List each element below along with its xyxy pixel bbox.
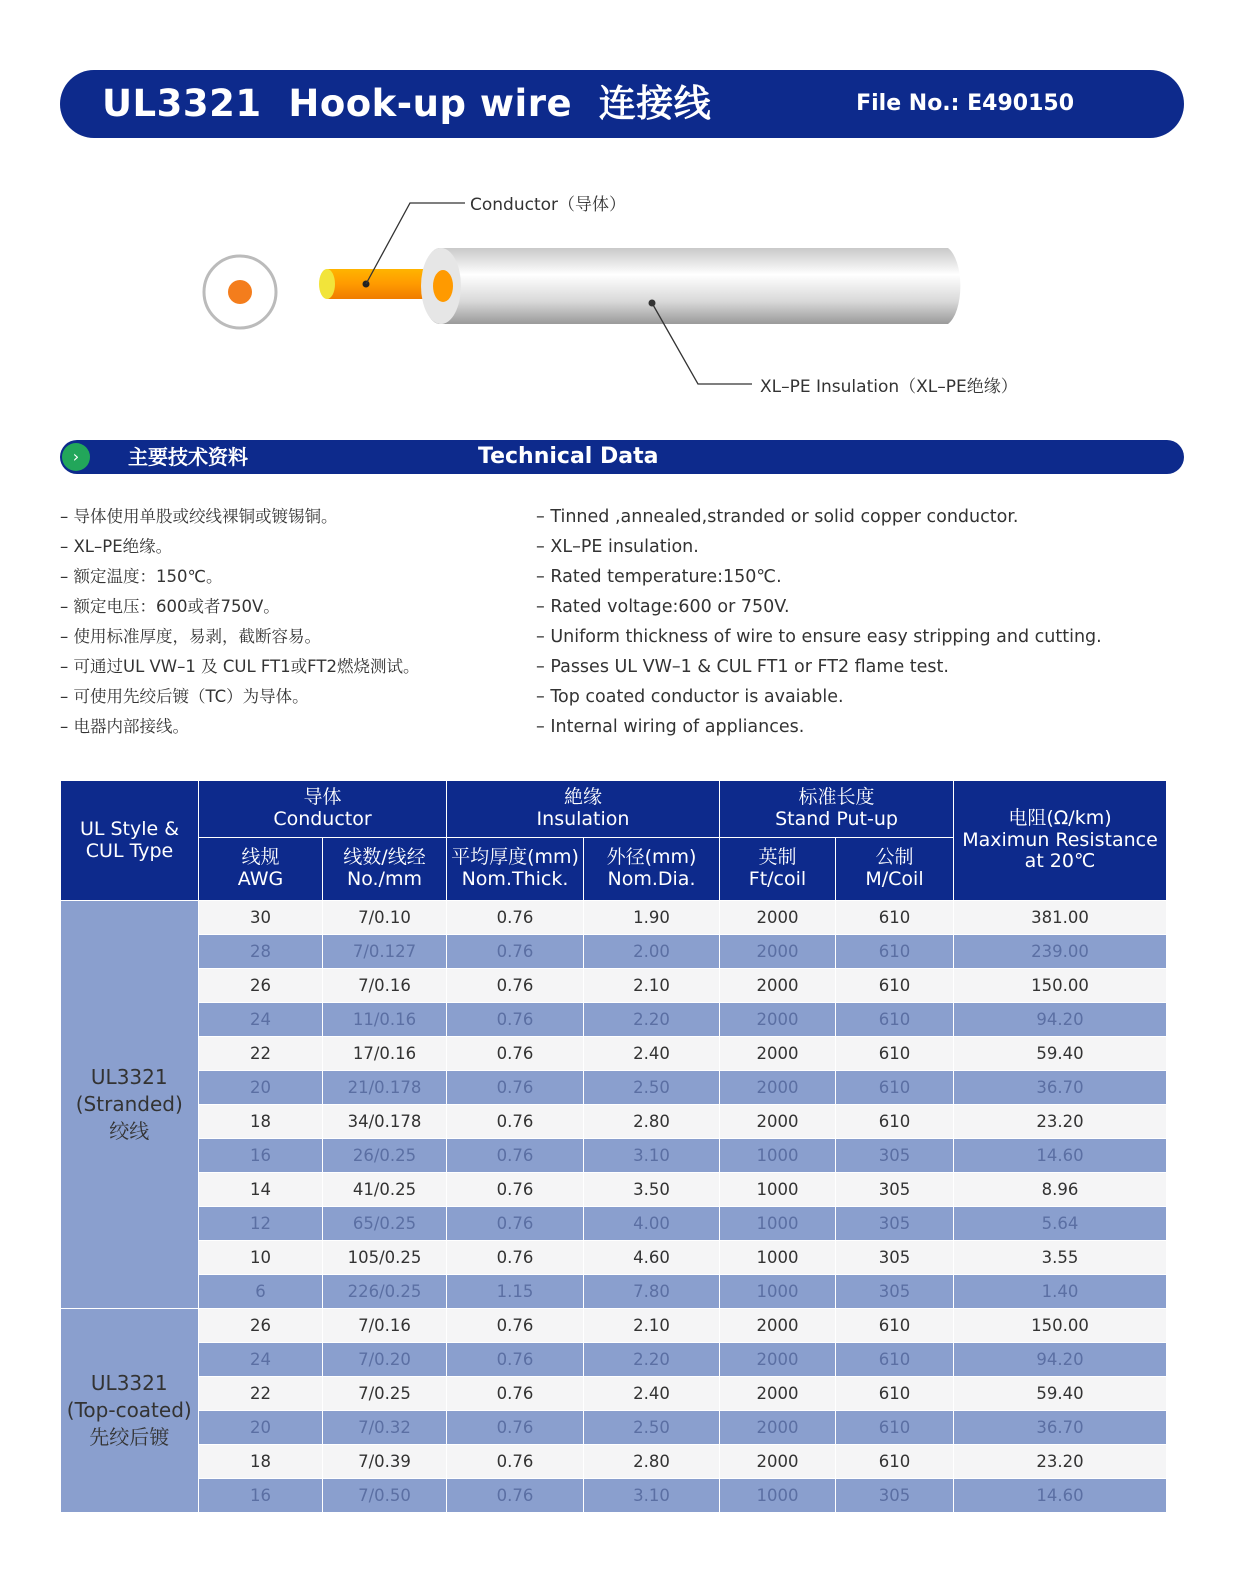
table-cell: 1000 — [720, 1139, 836, 1173]
table-cell: 305 — [836, 1207, 954, 1241]
table-cell: 6 — [199, 1275, 323, 1309]
header-thickness: 平均厚度(mm) Nom.Thick. — [447, 838, 584, 901]
table-cell: 0.76 — [447, 935, 584, 969]
table-cell: 239.00 — [954, 935, 1167, 969]
table-row — [61, 901, 1167, 935]
table-row — [61, 1139, 1167, 1173]
table-cell: 28 — [199, 935, 323, 969]
table-cell: 16 — [199, 1479, 323, 1513]
table-cell: 0.76 — [447, 1003, 584, 1037]
table-cell: 610 — [836, 901, 954, 935]
table-cell: 26 — [199, 969, 323, 1003]
section-header — [60, 440, 1184, 474]
table-cell: 3.10 — [584, 1139, 720, 1173]
table-cell: 2.50 — [584, 1071, 720, 1105]
table-cell: 26/0.25 — [323, 1139, 447, 1173]
table-cell: 610 — [836, 1343, 954, 1377]
table-cell: 94.20 — [954, 1003, 1167, 1037]
table-row — [61, 1343, 1167, 1377]
feature-item: – Tinned ,annealed,stranded or solid copper conductor. — [536, 502, 1102, 532]
insulation-bore — [433, 270, 453, 302]
file-number: File No.: E490150 — [856, 91, 1074, 116]
feature-item: – Uniform thickness of wire to ensure easy stripping and cutting. — [536, 622, 1102, 652]
table-cell: 610 — [836, 1411, 954, 1445]
chevron-right-icon: › — [62, 443, 90, 471]
table-row — [61, 1275, 1167, 1309]
table-cell: 105/0.25 — [323, 1241, 447, 1275]
feature-item: – Top coated conductor is avaiable. — [536, 682, 1102, 712]
table-cell: 0.76 — [447, 969, 584, 1003]
table-row — [61, 1105, 1167, 1139]
table-cell: 0.76 — [447, 1071, 584, 1105]
table-cell: 21/0.178 — [323, 1071, 447, 1105]
table-cell: 7/0.25 — [323, 1377, 447, 1411]
feature-item: – Internal wiring of appliances. — [536, 712, 1102, 742]
table-cell: 0.76 — [447, 1479, 584, 1513]
table-cell: 3.55 — [954, 1241, 1167, 1275]
table-cell: 11/0.16 — [323, 1003, 447, 1037]
cable-type-label: UL3321 (Stranded) 绞线 — [61, 901, 199, 1309]
table-cell: 610 — [836, 969, 954, 1003]
table-cell: 7/0.50 — [323, 1479, 447, 1513]
table-cell: 2.80 — [584, 1105, 720, 1139]
table-cell: 2000 — [720, 901, 836, 935]
table-cell: 36.70 — [954, 1411, 1167, 1445]
table-cell: 2.50 — [584, 1411, 720, 1445]
table-cell: 2000 — [720, 935, 836, 969]
table-cell: 65/0.25 — [323, 1207, 447, 1241]
table-cell: 23.20 — [954, 1105, 1167, 1139]
feature-item: – Rated voltage:600 or 750V. — [536, 592, 1102, 622]
table-cell: 94.20 — [954, 1343, 1167, 1377]
title-bar — [60, 70, 1184, 138]
table-cell: 4.60 — [584, 1241, 720, 1275]
table-cell: 1.40 — [954, 1275, 1167, 1309]
cross-section-core — [228, 280, 252, 304]
table-cell: 1.90 — [584, 901, 720, 935]
table-cell: 3.10 — [584, 1479, 720, 1513]
header-conductor: 导体 Conductor — [199, 781, 447, 838]
table-cell: 1000 — [720, 1241, 836, 1275]
section-title-en: Technical Data — [478, 444, 659, 469]
table-cell: 10 — [199, 1241, 323, 1275]
header-insulation: 絶缘 Insulation — [447, 781, 720, 838]
header-strand: 线数/线经 No./mm — [323, 838, 447, 901]
table-row — [61, 1377, 1167, 1411]
table-cell: 2.80 — [584, 1445, 720, 1479]
table-cell: 41/0.25 — [323, 1173, 447, 1207]
table-cell: 2000 — [720, 1309, 836, 1343]
table-cell: 14.60 — [954, 1479, 1167, 1513]
table-cell: 18 — [199, 1105, 323, 1139]
feature-item: – XL–PE insulation. — [536, 532, 1102, 562]
features-list-en — [536, 502, 1102, 742]
table-cell: 610 — [836, 1309, 954, 1343]
table-cell: 7/0.32 — [323, 1411, 447, 1445]
table-cell: 0.76 — [447, 1173, 584, 1207]
table-cell: 17/0.16 — [323, 1037, 447, 1071]
table-cell: 30 — [199, 901, 323, 935]
table-cell: 7/0.39 — [323, 1445, 447, 1479]
table-cell: 2000 — [720, 1445, 836, 1479]
table-cell: 12 — [199, 1207, 323, 1241]
table-cell: 2000 — [720, 1071, 836, 1105]
table-cell: 226/0.25 — [323, 1275, 447, 1309]
conductor-label: Conductor（导体） — [470, 195, 627, 215]
feature-item: – 导体使用单股或绞线裸铜或镀锡铜。 — [60, 502, 419, 532]
table-cell: 305 — [836, 1479, 954, 1513]
table-cell: 2.40 — [584, 1037, 720, 1071]
header-diameter: 外径(mm) Nom.Dia. — [584, 838, 720, 901]
table-cell: 24 — [199, 1003, 323, 1037]
table-cell: 0.76 — [447, 1241, 584, 1275]
header-awg: 线规 AWG — [199, 838, 323, 901]
feature-item: – 可使用先绞后镀（TC）为导体。 — [60, 682, 419, 712]
table-cell: 1000 — [720, 1479, 836, 1513]
table-row — [61, 935, 1167, 969]
feature-item: – 可通过UL VW–1 及 CUL FT1或FT2燃烧测试。 — [60, 652, 419, 682]
table-cell: 18 — [199, 1445, 323, 1479]
table-cell: 1000 — [720, 1173, 836, 1207]
table-row — [61, 1173, 1167, 1207]
table-row — [61, 1479, 1167, 1513]
table-cell: 7/0.16 — [323, 1309, 447, 1343]
table-cell: 7/0.20 — [323, 1343, 447, 1377]
table-cell: 0.76 — [447, 1139, 584, 1173]
table-row — [61, 1207, 1167, 1241]
feature-item: – 使用标准厚度，易剥，截断容易。 — [60, 622, 419, 652]
table-cell: 150.00 — [954, 1309, 1167, 1343]
feature-item: – Rated temperature:150℃. — [536, 562, 1102, 592]
table-cell: 305 — [836, 1173, 954, 1207]
page-title: UL3321 Hook-up wire 连接线 — [102, 82, 712, 125]
table-cell: 23.20 — [954, 1445, 1167, 1479]
table-row — [61, 1445, 1167, 1479]
table-cell: 2000 — [720, 1037, 836, 1071]
header-m-coil: 公制 M/Coil — [836, 838, 954, 901]
table-row — [61, 969, 1167, 1003]
table-cell: 34/0.178 — [323, 1105, 447, 1139]
conductor-tip — [319, 269, 335, 299]
header-ul-style: UL Style & CUL Type — [61, 781, 199, 901]
table-cell: 0.76 — [447, 1445, 584, 1479]
table-cell: 7/0.10 — [323, 901, 447, 935]
wire-diagram — [0, 170, 1244, 420]
table-cell: 2.10 — [584, 1309, 720, 1343]
table-cell: 2000 — [720, 1377, 836, 1411]
cable-type-label: UL3321 (Top-coated) 先绞后镀 — [61, 1309, 199, 1513]
header-standard-putup: 标准长度 Stand Put-up — [720, 781, 954, 838]
table-cell: 7/0.127 — [323, 935, 447, 969]
table-cell: 36.70 — [954, 1071, 1167, 1105]
feature-item: – 额定电压：600或者750V。 — [60, 592, 419, 622]
table-row — [61, 1037, 1167, 1071]
table-cell: 7/0.16 — [323, 969, 447, 1003]
header-resistance: 电阻(Ω/km) Maximun Resistance at 20℃ — [954, 781, 1167, 901]
table-cell: 610 — [836, 1377, 954, 1411]
table-row — [61, 1411, 1167, 1445]
table-cell: 14 — [199, 1173, 323, 1207]
table-cell: 0.76 — [447, 901, 584, 935]
table-cell: 3.50 — [584, 1173, 720, 1207]
insulation-sleeve — [422, 248, 960, 324]
table-cell: 610 — [836, 1071, 954, 1105]
table-row — [61, 1309, 1167, 1343]
table-cell: 14.60 — [954, 1139, 1167, 1173]
table-cell: 7.80 — [584, 1275, 720, 1309]
table-cell: 150.00 — [954, 969, 1167, 1003]
table-cell: 59.40 — [954, 1377, 1167, 1411]
table-row — [61, 1241, 1167, 1275]
table-cell: 610 — [836, 1445, 954, 1479]
table-cell: 59.40 — [954, 1037, 1167, 1071]
table-cell: 2000 — [720, 1343, 836, 1377]
header-ft-coil: 英制 Ft/coil — [720, 838, 836, 901]
table-cell: 0.76 — [447, 1105, 584, 1139]
table-cell: 5.64 — [954, 1207, 1167, 1241]
table-cell: 2000 — [720, 1003, 836, 1037]
table-cell: 20 — [199, 1071, 323, 1105]
section-title-cn: 主要技术资料 — [128, 445, 248, 469]
table-cell: 22 — [199, 1037, 323, 1071]
table-cell: 2000 — [720, 969, 836, 1003]
table-cell: 8.96 — [954, 1173, 1167, 1207]
table-cell: 381.00 — [954, 901, 1167, 935]
feature-item: – XL–PE绝缘。 — [60, 532, 419, 562]
table-cell: 0.76 — [447, 1377, 584, 1411]
feature-item: – Passes UL VW–1 & CUL FT1 or FT2 flame test. — [536, 652, 1102, 682]
feature-item: – 电器内部接线。 — [60, 712, 419, 742]
table-cell: 4.00 — [584, 1207, 720, 1241]
table-cell: 610 — [836, 1105, 954, 1139]
insulation-label: XL–PE Insulation（XL–PE绝缘） — [760, 377, 1018, 397]
table-cell: 1000 — [720, 1207, 836, 1241]
specification-table — [60, 780, 1167, 1513]
table-cell: 305 — [836, 1241, 954, 1275]
table-cell: 610 — [836, 1037, 954, 1071]
table-cell: 20 — [199, 1411, 323, 1445]
table-cell: 24 — [199, 1343, 323, 1377]
table-body — [61, 901, 1167, 1513]
table-cell: 0.76 — [447, 1343, 584, 1377]
table-cell: 610 — [836, 935, 954, 969]
table-cell: 1.15 — [447, 1275, 584, 1309]
table-cell: 2.10 — [584, 969, 720, 1003]
table-cell: 0.76 — [447, 1207, 584, 1241]
table-cell: 0.76 — [447, 1037, 584, 1071]
table-cell: 22 — [199, 1377, 323, 1411]
table-cell: 305 — [836, 1139, 954, 1173]
table-cell: 305 — [836, 1275, 954, 1309]
table-cell: 16 — [199, 1139, 323, 1173]
table-cell: 1000 — [720, 1275, 836, 1309]
table-cell: 2.20 — [584, 1003, 720, 1037]
table-cell: 26 — [199, 1309, 323, 1343]
table-cell: 2.00 — [584, 935, 720, 969]
table-row — [61, 1071, 1167, 1105]
table-cell: 610 — [836, 1003, 954, 1037]
table-cell: 2000 — [720, 1411, 836, 1445]
table-cell: 0.76 — [447, 1309, 584, 1343]
table-cell: 2000 — [720, 1105, 836, 1139]
table-cell: 2.40 — [584, 1377, 720, 1411]
feature-item: – 额定温度：150℃。 — [60, 562, 419, 592]
table-row — [61, 1003, 1167, 1037]
table-cell: 0.76 — [447, 1411, 584, 1445]
table-cell: 2.20 — [584, 1343, 720, 1377]
features-list-cn — [60, 502, 419, 742]
